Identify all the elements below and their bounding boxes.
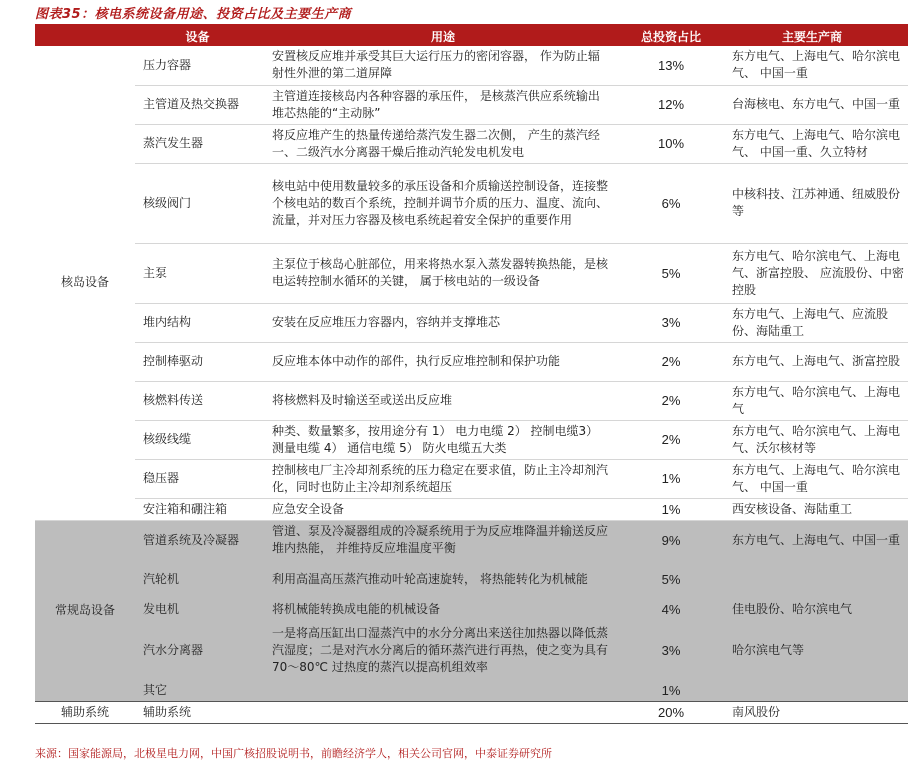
manufacturer-cell: 西安核设备、海陆重工 <box>716 498 908 520</box>
manufacturer-cell: 中核科技、江苏神通、纽威股份等 <box>716 163 908 243</box>
manufacturer-cell: 台海核电、东方电气、中国一重 <box>716 85 908 124</box>
use-cell: 将核燃料及时输送至或送出反应堆 <box>260 381 626 420</box>
share-cell: 4% <box>626 598 716 620</box>
equipment-cell: 稳压器 <box>135 459 260 498</box>
group-conventional-island: 常规岛设备 <box>35 520 135 702</box>
manufacturer-cell: 佳电股份、哈尔滨电气 <box>716 598 908 620</box>
equipment-cell: 管道系统及冷凝器 <box>135 520 260 560</box>
manufacturer-cell: 东方电气、上海电气、应流股份、海陆重工 <box>716 303 908 342</box>
manufacturer-cell: 东方电气、上海电气、中国一重 <box>716 520 908 560</box>
equipment-cell: 核级阀门 <box>135 163 260 243</box>
use-cell: 主泵位于核岛心脏部位，用来将热水泵入蒸发器转换热能，是核电运转控制水循环的关键， 属于核电站的一级设备 <box>260 243 626 303</box>
use-cell <box>260 680 626 702</box>
use-cell: 反应堆本体中动作的部件，执行反应堆控制和保护功能 <box>260 342 626 381</box>
table-row <box>35 459 908 498</box>
use-cell: 将反应堆产生的热量传递给蒸汽发生器二次侧， 产生的蒸汽经一、二级汽水分离器干燥后推动汽轮发电机发电 <box>260 124 626 163</box>
use-cell: 核电站中使用数量较多的承压设备和介质输送控制设备，连接整个核电站的数百个系统，控制并调节介质的压力、温度、流向、流量，并对压力容器及核电系统起着安全保护的重要作用 <box>260 163 626 243</box>
table-row <box>35 498 908 520</box>
manufacturer-cell: 东方电气、哈尔滨电气、上海电气、浙富控股、 应流股份、中密控股 <box>716 243 908 303</box>
share-cell: 3% <box>626 620 716 680</box>
table-row <box>35 702 908 724</box>
table-row <box>35 303 908 342</box>
use-cell: 安置核反应堆并承受其巨大运行压力的密闭容器， 作为防止辐射性外泄的第二道屏障 <box>260 46 626 85</box>
share-cell: 2% <box>626 420 716 459</box>
use-cell: 利用高温高压蒸汽推动叶轮高速旋转， 将热能转化为机械能 <box>260 560 626 598</box>
manufacturer-cell: 东方电气、上海电气、哈尔滨电气、 中国一重 <box>716 459 908 498</box>
use-cell: 一是将高压缸出口湿蒸汽中的水分分离出来送往加热器以降低蒸汽湿度；二是对汽水分离后的循环蒸汽进行再热，使之变为具有 70～80℃ 过热度的蒸汽以提高机组效率 <box>260 620 626 680</box>
table-row <box>35 85 908 124</box>
table-row <box>35 560 908 598</box>
table-row <box>35 420 908 459</box>
share-cell: 13% <box>626 46 716 85</box>
manufacturer-cell: 东方电气、上海电气、浙富控股 <box>716 342 908 381</box>
equipment-cell: 压力容器 <box>135 46 260 85</box>
equipment-table <box>35 26 908 724</box>
header-investment-share: 总投资占比 <box>626 26 716 46</box>
table-row <box>35 124 908 163</box>
table-row <box>35 598 908 620</box>
group-auxiliary: 辅助系统 <box>35 702 135 724</box>
equipment-cell: 发电机 <box>135 598 260 620</box>
share-cell: 2% <box>626 342 716 381</box>
use-cell: 安装在反应堆压力容器内，容纳并支撑堆芯 <box>260 303 626 342</box>
equipment-cell: 汽轮机 <box>135 560 260 598</box>
use-cell: 应急安全设备 <box>260 498 626 520</box>
use-cell: 将机械能转换成电能的机械设备 <box>260 598 626 620</box>
manufacturer-cell <box>716 680 908 702</box>
equipment-cell: 核级线缆 <box>135 420 260 459</box>
manufacturer-cell: 南风股份 <box>716 702 908 724</box>
manufacturer-cell: 东方电气、上海电气、哈尔滨电气、 中国一重、久立特材 <box>716 124 908 163</box>
share-cell: 5% <box>626 243 716 303</box>
equipment-cell: 其它 <box>135 680 260 702</box>
share-cell: 1% <box>626 498 716 520</box>
equipment-cell: 安注箱和硼注箱 <box>135 498 260 520</box>
table-row <box>35 620 908 680</box>
share-cell: 9% <box>626 520 716 560</box>
equipment-cell: 控制棒驱动 <box>135 342 260 381</box>
equipment-cell: 辅助系统 <box>135 702 260 724</box>
share-cell: 3% <box>626 303 716 342</box>
manufacturer-cell: 东方电气、哈尔滨电气、上海电气、沃尔核材等 <box>716 420 908 459</box>
use-cell: 管道、泵及冷凝器组成的冷凝系统用于为反应堆降温并输送反应堆内热能， 并维持反应堆温度平衡 <box>260 520 626 560</box>
table-row <box>35 342 908 381</box>
header-equipment: 设备 <box>135 26 260 46</box>
table-row <box>35 520 908 560</box>
share-cell: 12% <box>626 85 716 124</box>
equipment-cell: 主泵 <box>135 243 260 303</box>
equipment-cell: 核燃料传送 <box>135 381 260 420</box>
share-cell: 1% <box>626 459 716 498</box>
figure-title: 图表35：核电系统设备用途、投资占比及主要生产商 <box>35 7 352 22</box>
group-nuclear-island: 核岛设备 <box>35 46 135 520</box>
table-row <box>35 46 908 85</box>
table-row <box>35 680 908 702</box>
source-note: 来源：国家能源局，北极星电力网，中国广核招股说明书，前瞻经济学人，相关公司官网，中泰证券研究所 <box>35 747 552 760</box>
equipment-cell: 蒸汽发生器 <box>135 124 260 163</box>
equipment-cell: 汽水分离器 <box>135 620 260 680</box>
manufacturer-cell <box>716 560 908 598</box>
manufacturer-cell: 哈尔滨电气等 <box>716 620 908 680</box>
use-cell: 主管道连接核岛内各种容器的承压件， 是核蒸汽供应系统输出堆芯热能的“主动脉” <box>260 85 626 124</box>
equipment-cell: 主管道及热交换器 <box>135 85 260 124</box>
share-cell: 20% <box>626 702 716 724</box>
table-row <box>35 243 908 303</box>
header-manufacturers: 主要生产商 <box>716 26 908 46</box>
manufacturer-cell: 东方电气、哈尔滨电气、上海电气 <box>716 381 908 420</box>
use-cell: 种类、数量繁多，按用途分有 1） 电力电缆 2） 控制电缆3） 测量电缆 4） 通信电缆 5） 防火电缆五大类 <box>260 420 626 459</box>
manufacturer-cell: 东方电气、上海电气、哈尔滨电气、 中国一重 <box>716 46 908 85</box>
share-cell: 10% <box>626 124 716 163</box>
use-cell <box>260 702 626 724</box>
share-cell: 1% <box>626 680 716 702</box>
header-group <box>35 26 135 46</box>
share-cell: 6% <box>626 163 716 243</box>
use-cell: 控制核电厂主冷却剂系统的压力稳定在要求值，防止主冷却剂汽化，同时也防止主冷却剂系统超压 <box>260 459 626 498</box>
share-cell: 5% <box>626 560 716 598</box>
table-row <box>35 163 908 243</box>
equipment-cell: 堆内结构 <box>135 303 260 342</box>
share-cell: 2% <box>626 381 716 420</box>
table-header-row <box>35 26 908 46</box>
header-use: 用途 <box>260 26 626 46</box>
table-row <box>35 381 908 420</box>
